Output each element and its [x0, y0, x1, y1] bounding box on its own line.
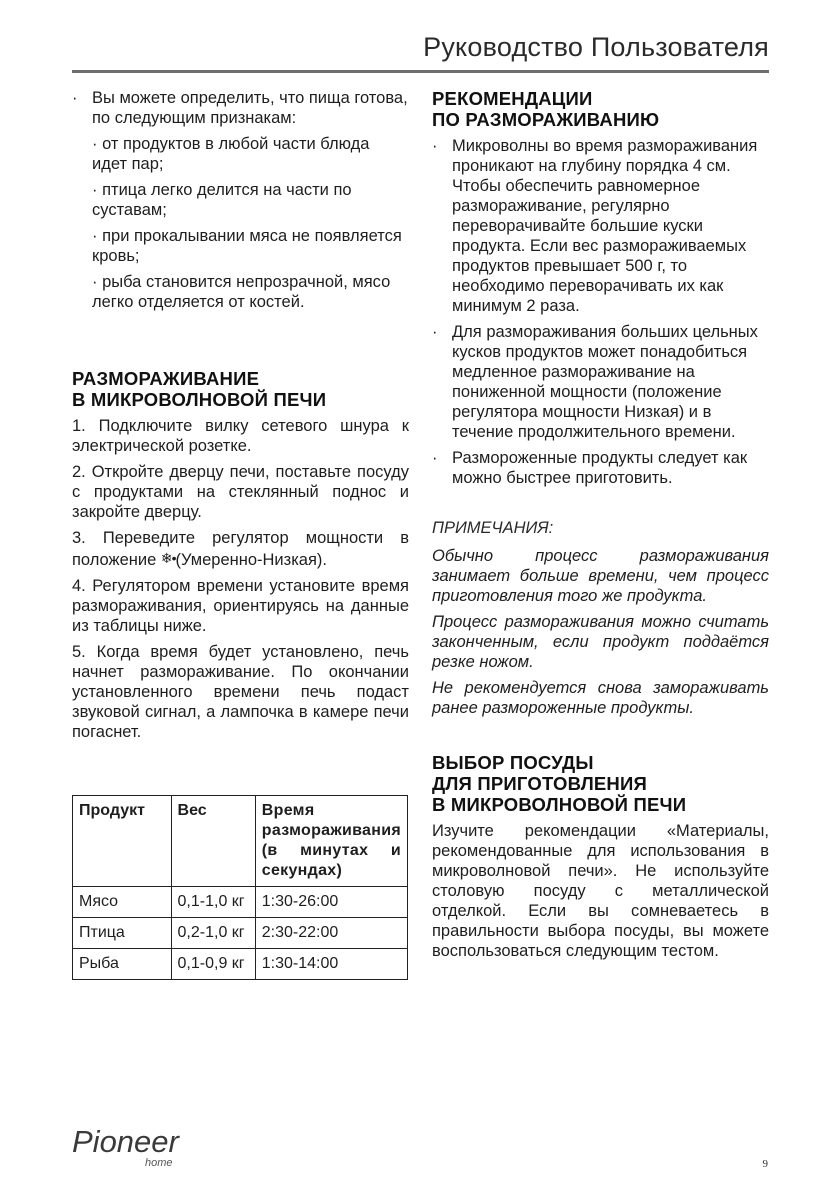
list-item: · Микроволны во время размораживания проникают на глубину порядка 4 см. Чтобы обеспечить равномерное размораживание, регулярно переворачивайте большие куски продукта. Если вес размораживаемых продуктов превышает 500 г, то необходимо переворачивать их как минимум 2 раза. — [432, 136, 769, 316]
defrost-mode-icon: ❄• — [160, 550, 176, 566]
readiness-sign: · при прокалывании мяса не появляется кровь; — [92, 227, 402, 265]
left-column — [72, 88, 409, 748]
table-header-cell: Продукт — [73, 796, 172, 887]
defrost-step: 3. Переведите регулятор мощности в положение ❄•(Умеренно-Низкая). — [72, 529, 409, 569]
table-row — [73, 887, 408, 918]
note-item: Не рекомендуется снова замораживать ранее размороженные продукты. — [432, 679, 769, 717]
list-item: · Для размораживания больших цельных кусков продуктов может понадобиться медленное размораживание на пониженной мощности (положение регулятора мощности Низкая) и в течение продолжительного времени. — [432, 322, 769, 442]
table-cell: 2:30-22:00 — [255, 918, 407, 949]
recommendations-heading: РЕКОМЕНДАЦИИ ПО РАЗМОРАЖИВАНИЮ — [432, 88, 660, 130]
readiness-list — [72, 88, 409, 312]
table-row — [73, 949, 408, 980]
defrost-step: 2. Откройте дверцу печи, поставьте посуду с продуктами на стеклянный поднос и закройте дверцу. — [72, 463, 409, 521]
defrost-step: 5. Когда время будет установлено, печь начнет размораживание. По окончании установленного времени печь подаст звуковой сигнал, а лампочка в камере печи погаснет. — [72, 643, 409, 741]
readiness-sign: · от продуктов в любой части блюда идет пар; — [92, 135, 370, 173]
table-cell: Мясо — [73, 887, 172, 918]
note-item: Процесс размораживания можно считать законченным, если продукт поддаётся резке ножом. — [432, 613, 769, 671]
table-cell: Рыба — [73, 949, 172, 980]
readiness-sign: · птица легко делится на части по суставам; — [92, 181, 352, 219]
page-number: 9 — [762, 1158, 768, 1170]
cookware-text: Изучите рекомендации «Материалы, рекомендованные для использования в микроволновой печи». Не используйте столовую посуду с металлической отделкой. Если вы сомневаетесь в правильности выбора посуды, вы можете воспользоваться следующим тестом. — [432, 822, 769, 960]
cookware-heading: ВЫБОР ПОСУДЫ ДЛЯ ПРИГОТОВЛЕНИЯ В МИКРОВОЛНОВОЙ ПЕЧИ — [432, 752, 687, 815]
defrost-heading: РАЗМОРАЖИВАНИЕ В МИКРОВОЛНОВОЙ ПЕЧИ — [72, 368, 327, 410]
notes-heading: ПРИМЕЧАНИЯ: — [432, 519, 554, 537]
brand-logo — [72, 1126, 179, 1169]
recommendations-list — [432, 136, 769, 488]
note-item: Обычно процесс размораживания занимает больше времени, чем процесс приготовления того же продукта. — [432, 547, 769, 605]
table-cell: 0,1-1,0 кг — [171, 887, 255, 918]
table-cell: 0,1-0,9 кг — [171, 949, 255, 980]
defrost-step: 1. Подключите вилку сетевого шнура к электрической розетке. — [72, 417, 409, 455]
list-item: · Размороженные продукты следует как можно быстрее приготовить. — [432, 448, 769, 488]
table-header-cell: Вес — [171, 796, 255, 887]
readiness-intro: · Вы можете определить, что пища готова, по следующим признакам: · от продуктов в любой части блюда идет пар; · птица легко делится на части по суставам; · при прокалывании мяса не появляется кровь; · рыба становится непрозрачной, мясо легко отделяется от костей. — [72, 88, 409, 312]
table-cell: 1:30-26:00 — [255, 887, 407, 918]
page-header-title: Руководство Пользователя — [423, 32, 769, 62]
defrost-step: 4. Регулятором времени установите время размораживания, ориентируясь на данные из таблицы ниже. — [72, 577, 409, 635]
header-divider — [72, 70, 769, 73]
brand-subtitle: home — [145, 1157, 173, 1169]
table-row — [73, 918, 408, 949]
brand-name: Pioneer — [72, 1124, 179, 1159]
right-column — [432, 88, 769, 967]
readiness-sign: · рыба становится непрозрачной, мясо легко отделяется от костей. — [92, 273, 391, 311]
defrost-time-table — [72, 795, 408, 980]
table-header-cell: Время размораживания (в минутах и секундах) — [255, 796, 407, 887]
table-cell: 1:30-14:00 — [255, 949, 407, 980]
table-header-row — [73, 796, 408, 887]
table-cell: Птица — [73, 918, 172, 949]
table-cell: 0,2-1,0 кг — [171, 918, 255, 949]
